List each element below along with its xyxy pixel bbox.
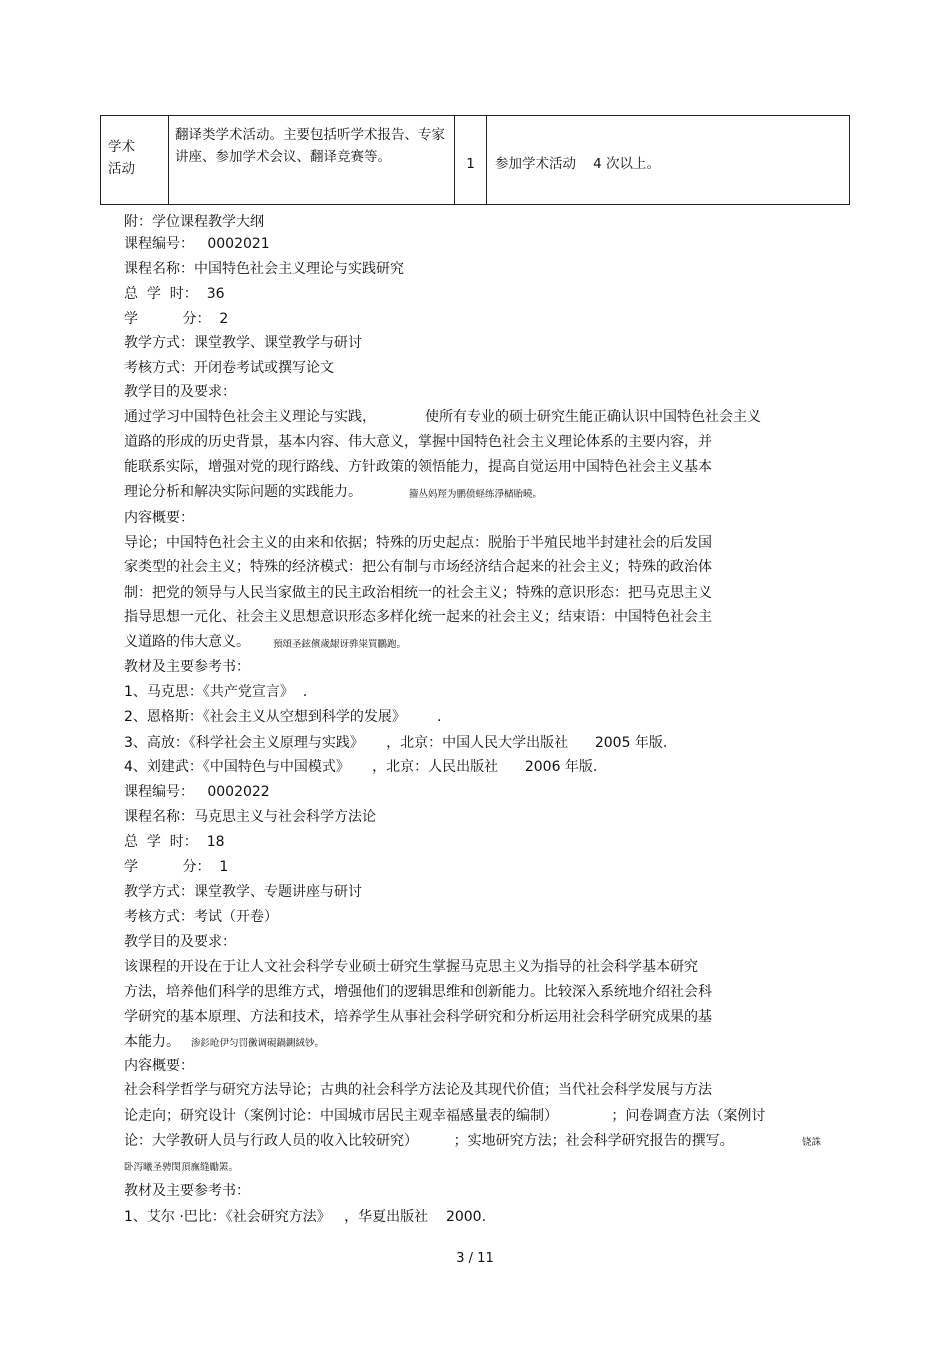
text-line: 论走向；研究设计（案例讨论：中国城市居民主观幸福感量表的编制） ；问卷调查方法（案例讨 — [124, 1108, 766, 1124]
noise-text: 铙誅 — [802, 1137, 822, 1148]
noise-text: 預頌圣鉉儐歲龈讶骅粜買鸝跑。 — [273, 639, 407, 650]
text-line: 课程编号： 0002022 — [124, 784, 270, 800]
text-line: 1、马克思：《共产党宣言》 . — [124, 684, 308, 700]
text-line: 课程名称：中国特色社会主义理论与实践研究 — [124, 261, 404, 277]
text-line: 方法，培养他们科学的思维方式，增强他们的逻辑思维和创新能力。比较深入系统地介绍社会科 — [124, 984, 712, 1000]
text-line: 社会科学哲学与研究方法导论；古典的社会科学方法论及其现代价值；当代社会科学发展与方法 — [124, 1082, 712, 1098]
text-line: 制：把党的领导与人民当家做主的民主政治相统一的社会主义；特殊的意识形态：把马克思主义 — [124, 585, 712, 601]
text-line: 课程编号： 0002021 — [124, 236, 270, 252]
text-line: 论：大学教研人员与行政人员的收入比较研究） ；实地研究方法；社会科学研究报告的撰写。 — [124, 1133, 734, 1149]
text-line: 导论；中国特色社会主义的由来和依据；特殊的历史起点：脱胎于半殖民地半封建社会的后发国 — [124, 535, 712, 551]
text-line: 义道路的伟大意义。 — [124, 634, 250, 650]
text-line: 通过学习中国特色社会主义理论与实践， 使所有专业的硕士研究生能正确认识中国特色社会主义 — [124, 409, 761, 425]
noise-text: 卧泻曦圣骋閔頂廡缝勵罴。 — [124, 1162, 239, 1173]
table-cell-credit: 1 — [455, 116, 487, 204]
text-line: 教材及主要参考书： — [124, 1183, 250, 1199]
text-line: 能联系实际，增强对党的现行路线、方针政策的领悟能力，提高自觉运用中国特色社会主义基本 — [124, 459, 712, 475]
text-line: 总 学 时： 36 — [124, 286, 225, 302]
noise-text: 渗釤呛伊匀罚黴调硯鍋鍘絨钞。 — [191, 1038, 325, 1049]
text-line: 2、恩格斯：《社会主义从空想到科学的发展》 . — [124, 709, 442, 725]
text-line: 本能力。 — [124, 1034, 180, 1050]
noise-text: 籀丛妈羥为鹏偾蛏练淨槠貽曉。 — [409, 489, 543, 500]
text-line: 教学目的及要求： — [124, 384, 236, 400]
text-line: 教材及主要参考书： — [124, 659, 250, 675]
page-number: 3 / 11 — [456, 1251, 494, 1266]
activity-table — [100, 115, 850, 205]
text-line: 课程名称：马克思主义与社会科学方法论 — [124, 809, 376, 825]
text-line: 学研究的基本原理、方法和技术，培养学生从事社会科学研究和分析运用社会科学研究成果的基 — [124, 1009, 712, 1025]
table-cell-description: 翻译类学术活动。主要包括听学术报告、专家讲座、参加学术会议、翻译竞赛等。 — [169, 116, 455, 204]
text-line: 教学方式：课堂教学、课堂教学与研讨 — [124, 335, 362, 351]
text-line: 家类型的社会主义；特殊的经济模式：把公有制与市场经济结合起来的社会主义；特殊的政治体 — [124, 559, 712, 575]
text-line: 考核方式：开闭卷考试或撰写论文 — [124, 360, 334, 376]
text-line: 1、艾尔 ·巴比：《社会研究方法》 ，华夏出版社 2000. — [124, 1209, 487, 1225]
text-line: 该课程的开设在于让人文社会科学专业硕士研究生掌握马克思主义为指导的社会科学基本研究 — [124, 959, 698, 975]
text-line: 内容概要： — [124, 510, 194, 526]
text-line: 教学目的及要求： — [124, 934, 236, 950]
text-line: 附：学位课程教学大纲 — [124, 214, 264, 230]
table-cell-requirement: 参加学术活动 4 次以上。 — [495, 156, 661, 172]
text-line: 理论分析和解决实际问题的实践能力。 — [124, 484, 362, 500]
text-line: 总 学 时： 18 — [124, 834, 225, 850]
text-line: 4、刘建武：《中国特色与中国模式》 ，北京：人民出版社 2006 年版. — [124, 759, 598, 775]
text-line: 学 分： 1 — [124, 859, 229, 875]
text-line: 3、高放：《科学社会主义原理与实践》 ，北京：中国人民大学出版社 2005 年版. — [124, 735, 668, 751]
text-line: 考核方式：考试（开卷） — [124, 909, 278, 925]
text-line: 学 分： 2 — [124, 311, 229, 327]
text-line: 内容概要： — [124, 1058, 194, 1074]
table-cell-category: 学术 活动 — [101, 116, 169, 204]
text-line: 道路的形成的历史背景，基本内容、伟大意义，掌握中国特色社会主义理论体系的主要内容，并 — [124, 434, 712, 450]
text-line: 指导思想一元化、社会主义思想意识形态多样化统一起来的社会主义；结束语：中国特色社会主 — [124, 609, 712, 625]
text-line: 教学方式：课堂教学、专题讲座与研讨 — [124, 884, 362, 900]
